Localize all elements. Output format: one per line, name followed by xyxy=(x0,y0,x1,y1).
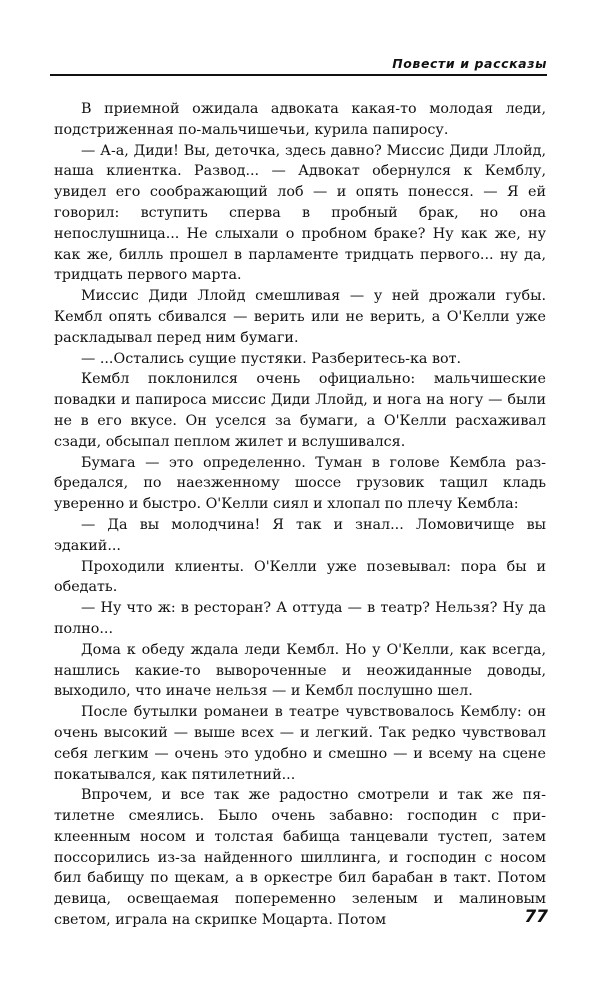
paragraph: Бумага — это определенно. Туман в голове Кембла разбредался, по наезженному шоссе грузовик тащил кладь уверенно и быстро. О'Келли сиял и хлопал по плечу Кембла: xyxy=(54,454,546,513)
paragraph: В приемной ожидала адвоката какая-то молодая леди, подстриженная по-мальчишечьи, курила папиросу. xyxy=(54,101,546,138)
paragraph: — А-а, Диди! Вы, деточка, здесь давно? Миссис Диди Ллойд, наша клиентка. Развод... — Адвокат обернулся к Кемблу, увидел его соображающий лоб — и опять понесся. — Я ей говорил: вступить сперва в пробный брак, но она непослушница... Не слыхали о пробном браке? Ну как же, ну как же, билль прошел в парламенте тридцать первого... ну да, тридцать первого марта. xyxy=(54,142,546,284)
paragraph: — Ну что ж: в ресторан? А оттуда — в театр? Нельзя? Ну да полно... xyxy=(54,600,546,637)
paragraph: После бутылки романеи в театре чувствовалось Кемблу: он очень высокий — выше всех — и легкий. Так редко чувствовал себя легким — очень это удобно и смешно — и всему на сцене покатывался, как пятилетний... xyxy=(54,704,546,783)
paragraph: Кембл поклонился очень официально: мальчишеские повадки и папироса миссис Диди Ллойд, и нога на ногу — были не в его вкусе. Он уселся за бумаги, а О'Келли расхаживал сзади, обсыпал пеплом жилет и вслушивался. xyxy=(54,371,546,450)
paragraph: Миссис Диди Ллойд смешливая — у ней дрожали губы. Кембл опять сбивался — верить или не верить, а О'Келли уже раскладывал перед ним бумаги. xyxy=(54,288,546,346)
running-header xyxy=(50,54,547,76)
paragraph: Дома к обеду ждала леди Кембл. Но у О'Келли, как всегда, нашлись какие-то вывороченные и неожиданные доводы, выходило, что иначе нельзя — и Кембл послушно шел. xyxy=(54,641,546,700)
body-text xyxy=(54,99,546,931)
paragraph: Проходили клиенты. О'Келли уже позевывал: пора бы и обедать. xyxy=(54,558,546,596)
running-header-title: Повести и рассказы xyxy=(392,56,547,71)
paragraph: Впрочем, и все так же радостно смотрели и так же пятилетне смеялись. Было очень забавно: господин с приклеенным носом и толстая бабища танцевали тустеп, затем поссорились из-за найденного шиллинга, и господин с носом бил бабищу по щекам, а в оркестре бил барабан в такт. Потом девица, освещаемая попеременно зеленым и малиновым светом, играла на скрипке Моцарта. Потом xyxy=(54,787,546,929)
paragraph: — Да вы молодчина! Я так и знал... Ломовичище вы эдакий... xyxy=(54,516,546,554)
paragraph: — ...Остались сущие пустяки. Разберитесь-ка вот. xyxy=(81,350,462,367)
page-number: 77 xyxy=(524,907,548,927)
